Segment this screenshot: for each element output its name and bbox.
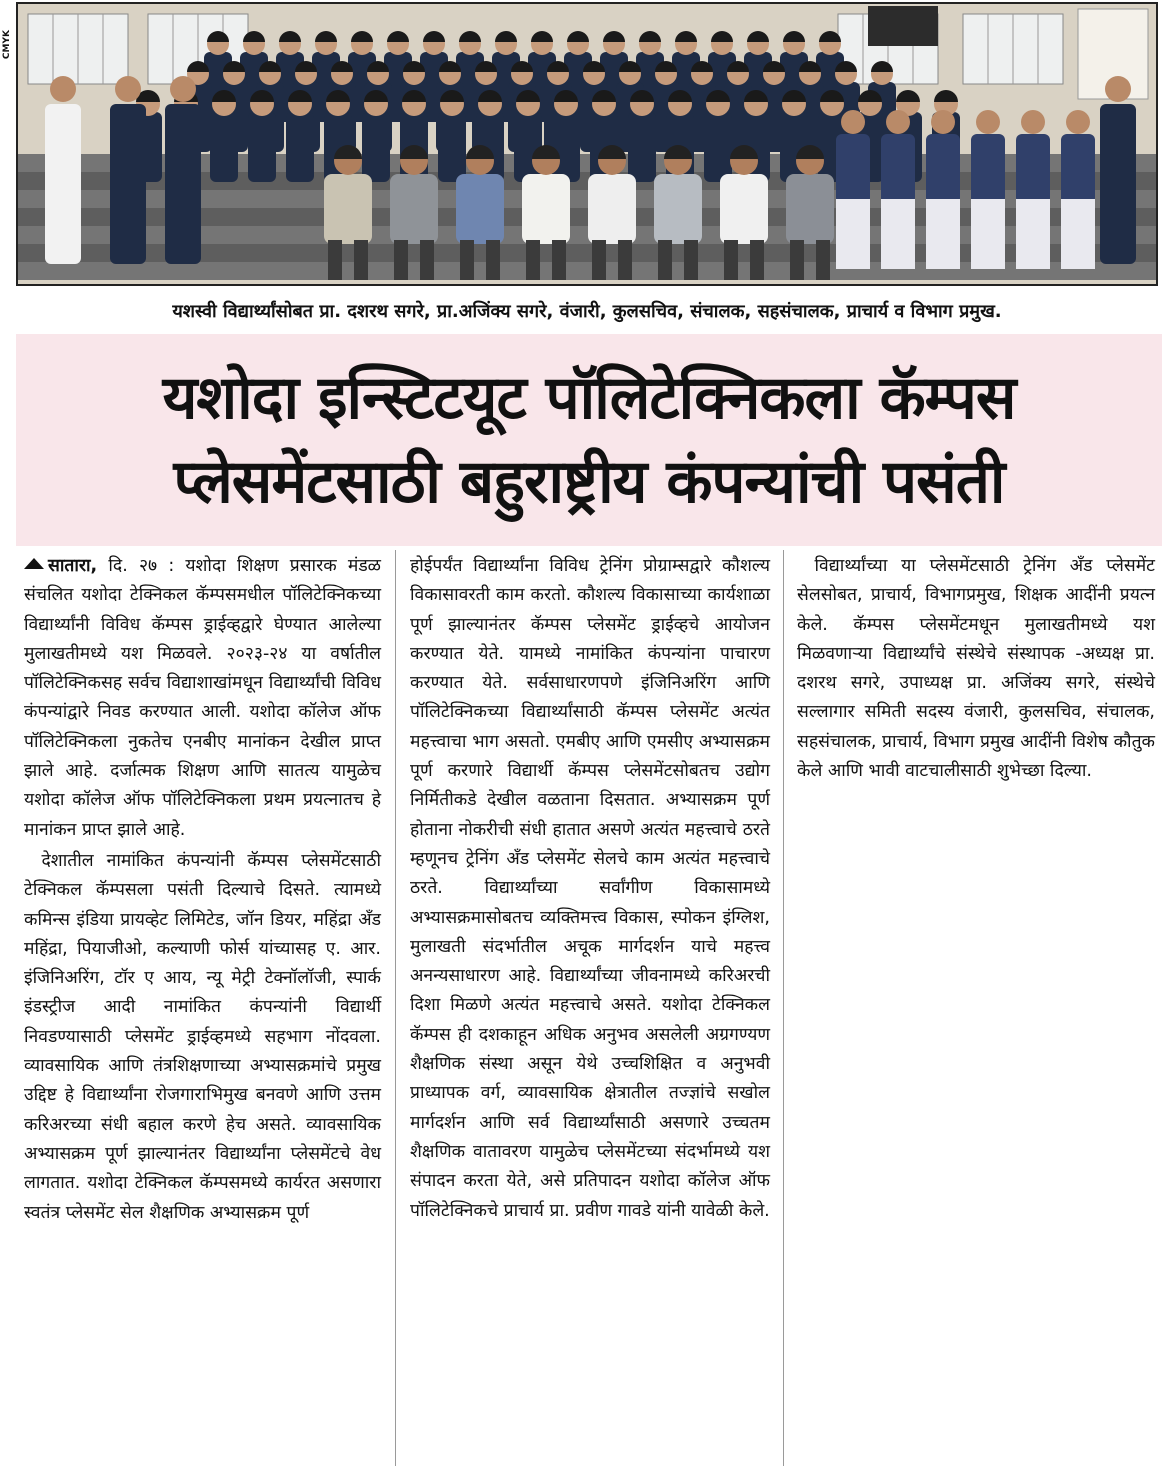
article-paragraph (797, 552, 1155, 786)
article-column-2 (410, 552, 770, 1226)
group-photo-image-icon (18, 4, 1156, 284)
dateline-place: सातारा, (48, 556, 98, 576)
article-paragraph (24, 847, 381, 1228)
headline-line-1: यशोदा इन्स्टिटयूट पॉलिटेक्निकला कॅम्पस (162, 363, 1016, 433)
headline-box (16, 334, 1162, 546)
paragraph-text: देशातील नामांकित कंपन्यांनी कॅम्पस प्लेसमेंटसाठी टेक्निकल कॅम्पसला पसंती दिल्याचे दिसते. त्यामध्ये कमिन्स इंडिया प्रायव्हेट लिमिटेड, जॉन डियर, महिंद्रा अँड महिंद्रा, पियाजीओ, कल्याणी फोर्स यांच्यासह ए. आर. इंजिनिअरिंग, टॉर ए आय, न्यू मेट्री टेक्नॉलॉजी, स्पार्क इंडस्ट्रीज आदी नामांकित कंपन्यांनी विद्यार्थी निवडण्यासाठी प्लेसमेंट ड्राईव्हमध्ये सहभाग नोंदवला. व्यावसायिक आणि तंत्रशिक्षणाच्या अभ्यासक्रमांचे प्रमुख उद्दिष्ट हे विद्यार्थ्यांना रोजगाराभिमुख बनवणे आणि उत्तम करिअरच्या संधी बहाल करणे हेच असते. व्यावसायिक अभ्यासक्रम पूर्ण झाल्यानंतर विद्यार्थ्यांना प्लेसमेंटचे वेध लागतात. यशोदा टेक्निकल कॅम्पसमध्ये कार्यरत असणारा स्वतंत्र प्लेसमेंट सेल शैक्षणिक अभ्यासक्रम पूर्ण (24, 850, 381, 1223)
article-paragraph: होईपर्यंत विद्यार्थ्यांना विविध ट्रेनिंग प्रोग्राम्सद्वारे कौशल्य विकासावरती काम करतो. कौशल्य विकासाच्या कार्यशाळा पूर्ण झाल्यानंतर कॅम्पस प्लेसमेंट ड्राईव्हचे आयोजन करण्यात येते. यामध्ये नामांकित कंपन्यांना पाचारण करण्यात येते. सर्वसाधारणपणे इंजिनिअरिंग आणि पॉलिटेक्निकच्या विद्यार्थ्यांसाठी कॅम्पस प्लेसमेंट अत्यंत महत्त्वाचा भाग असतो. एमबीए आणि एमसीए अभ्यासक्रम पूर्ण करणारे विद्यार्थी कॅम्पस प्लेसमेंटसोबतच उद्योग निर्मितीकडे देखील वळताना दिसतात. अभ्यासक्रम पूर्ण होताना नोकरीची संधी हातात असणे अत्यंत महत्त्वाचे ठरते म्हणूनच ट्रेनिंग अँड प्लेसमेंट सेलचे काम अत्यंत महत्त्वाचे ठरते. विद्यार्थ्यांच्या सर्वांगीण विकासामध्ये अभ्यासक्रमासोबतच व्यक्तिमत्त्व विकास, स्पोकन इंग्लिश, मुलाखती संदर्भातील अचूक मार्गदर्शन याचे महत्त्व अनन्यसाधारण आहे. विद्यार्थ्यांच्या जीवनामध्ये करिअरची दिशा मिळणे अत्यंत महत्त्वाचे असते. यशोदा टेक्निकल कॅम्पस ही दशकाहून अधिक अनुभव असलेली अग्रगण्यण शैक्षणिक संस्था असून येथे उच्चशिक्षित व अनुभवी प्राध्यापक वर्ग, व्यावसायिक क्षेत्रातील तज्ज्ञांचे सखोल मार्गदर्शन आणि सर्व विद्यार्थ्यांसाठी असणारे उच्चतम शैक्षणिक वातावरण यामुळेच प्लेसमेंटच्या संदर्भामध्ये यश संपादन करता येते, असे प्रतिपादन यशोदा कॉलेज ऑफ पॉलिटेक्निकचे प्राचार्य प्रा. प्रवीण गावडे यांनी यावेळी केले. (410, 556, 770, 1221)
photo-caption: यशस्वी विद्यार्थ्यांसोबत प्रा. दशरथ सगरे, प्रा.अजिंक्य सगरे, वंजारी, कुलसचिव, संचालक, सहसंचालक, प्राचार्य व विभाग प्रमुख. (172, 301, 1002, 322)
print-color-mark (0, 30, 14, 100)
paragraph-text: दि. २७ : यशोदा शिक्षण प्रसारक मंडळ संचलित यशोदा टेक्निकल कॅम्पसमधील पॉलिटेक्निकच्या विद्यार्थ्यांनी विविध कॅम्पस ड्राईव्हद्वारे घेण्यात आलेल्या मुलाखतीमध्ये यश मिळवले. २०२३-२४ या वर्षातील पॉलिटेक्निकसह सर्वच विद्याशाखांमधून विद्यार्थ्यांची विविध कंपन्यांद्वारे निवड करण्यात आली. यशोदा कॉलेज ऑफ पॉलिटेक्निकला नुकतेच एनबीए मानांकन देखील प्राप्त झाले आहे. दर्जात्मक शिक्षण आणि सातत्य यामुळेच यशोदा कॉलेज ऑफ पॉलिटेक्निकला प्रथम प्रयत्नातच हे मानांकन प्राप्त झाले आहे. (24, 556, 381, 840)
article-column-1 (24, 552, 381, 1228)
headline-line-2: प्लेसमेंटसाठी बहुराष्ट्रीय कंपन्यांची पसंती (173, 447, 1005, 517)
group-photo (16, 2, 1158, 286)
dateline-triangle-icon (24, 558, 44, 569)
column-divider (783, 550, 784, 1466)
article-paragraph (24, 552, 381, 845)
cmyk-mark-text: CMYK (2, 30, 12, 60)
column-divider (395, 550, 396, 1466)
article-column-3 (797, 552, 1155, 786)
paragraph-text: विद्यार्थ्यांच्या या प्लेसमेंटसाठी ट्रेनिंग अँड प्लेसमेंट सेलसोबत, प्राचार्य, विभागप्रमुख, शिक्षक आदींनी प्रयत्न केले. कॅम्पस प्लेसमेंटमधून मुलाखतीमध्ये यश मिळवणाऱ्या विद्यार्थ्यांचे संस्थेचे संस्थापक -अध्यक्ष प्रा. दशरथ सगरे, उपाध्यक्ष प्रा. अजिंक्य सगरे, संस्थेचे सल्लागार समिती सदस्य वंजारी, कुलसचिव, संचालक, सहसंचालक, प्राचार्य, विभाग प्रमुख आदींनी विशेष कौतुक केले आणि भावी वाटचालीसाठी शुभेच्छा दिल्या. (797, 556, 1155, 782)
